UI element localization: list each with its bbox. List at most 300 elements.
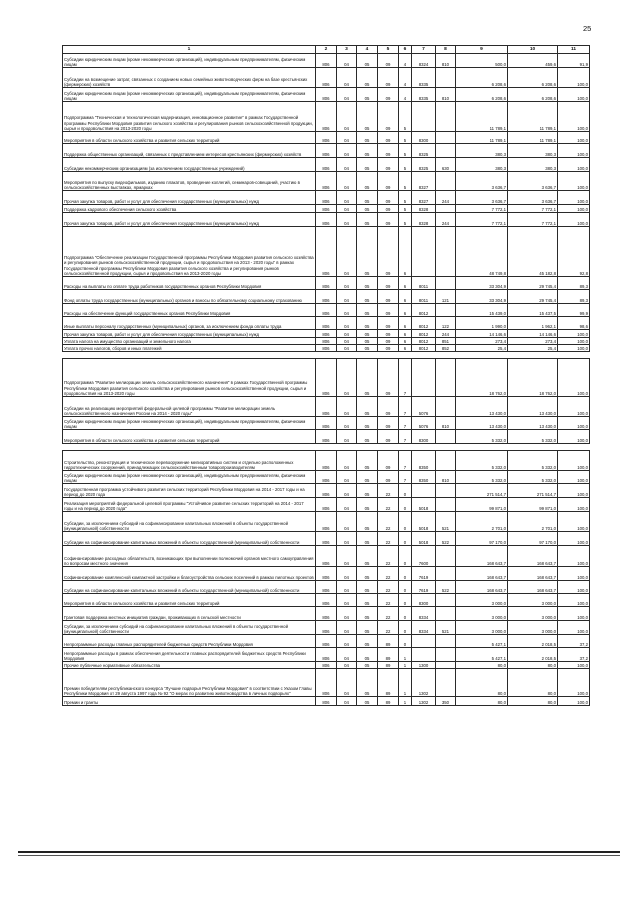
table-row (63, 581, 590, 594)
code-cell: 05 (357, 498, 378, 512)
code-cell: 8328 (412, 205, 436, 213)
code-cell: 350 (436, 697, 456, 706)
code-cell: 04 (337, 397, 357, 417)
amount-cell: 380,3 (508, 144, 558, 158)
code-cell: 05 (357, 512, 378, 532)
code-cell: 522 (436, 532, 456, 546)
code-cell: 09 (378, 132, 399, 144)
table-row (63, 662, 590, 669)
row-name-cell: Мероприятия в области сельского хозяйства и развития сельских территорий (63, 132, 316, 144)
code-cell: 05 (357, 317, 378, 330)
code-cell: 22 (378, 567, 399, 581)
row-name-cell: Расходы на выплаты по оплате труда работников государственных органов Республики Мордовия (63, 277, 316, 290)
header-cell: 6 (399, 46, 412, 54)
code-cell: 6 (399, 290, 412, 304)
amount-cell: 100,0 (558, 607, 590, 621)
amount-cell: 37,2 (558, 635, 590, 648)
code-cell: 521 (436, 512, 456, 532)
header-cell: 10 (508, 46, 558, 54)
table-row (63, 132, 590, 144)
amount-cell: 11 789,1 (456, 102, 508, 132)
header-cell: 11 (558, 46, 590, 54)
code-cell: 05 (357, 594, 378, 607)
header-row (63, 46, 590, 54)
amount-cell: 13 430,0 (508, 397, 558, 417)
code-cell: 0 (399, 512, 412, 532)
table-row (63, 158, 590, 172)
code-cell (436, 68, 456, 88)
code-cell: 04 (337, 471, 357, 484)
code-cell: 244 (436, 213, 456, 227)
amount-cell: 3 636,7 (508, 191, 558, 205)
code-cell: 09 (378, 68, 399, 88)
table-row (63, 512, 590, 532)
amount-cell: 5 332,0 (456, 430, 508, 444)
amount-cell: 100,0 (558, 697, 590, 706)
code-cell: 8012 (412, 304, 436, 317)
code-cell: 05 (357, 430, 378, 444)
amount-cell: 14 146,6 (508, 330, 558, 338)
amount-cell: 80,0 (456, 669, 508, 697)
code-cell: 05 (357, 191, 378, 205)
table-row (63, 648, 590, 662)
code-cell: 89 (378, 697, 399, 706)
code-cell (436, 205, 456, 213)
amount-cell: 13 430,0 (456, 397, 508, 417)
row-name-cell: Непрограммные расходы в рамках обеспечения деятельности главных распорядителей бюджетных средств Республики Мордовия (63, 648, 316, 662)
header-cell: 8 (436, 46, 456, 54)
code-cell: 6 (399, 345, 412, 352)
code-cell: 09 (378, 471, 399, 484)
code-cell: 04 (337, 88, 357, 102)
row-name-cell: Субсидии на реализацию мероприятий федеральной целевой программы "Развитие мелиорации земель сельскохозяйственного назначения России на 2014 - 2020 годы" (63, 397, 316, 417)
code-cell: 806 (316, 532, 337, 546)
amount-cell: 48 749,8 (456, 227, 508, 277)
amount-cell: 3 000,0 (456, 621, 508, 635)
code-cell: 04 (337, 205, 357, 213)
row-name-cell: Субсидии, за исключением субсидий на софинансирование капитальных вложений в объекты государственной (муниципальной) собственности (63, 512, 316, 532)
table-body (63, 54, 590, 706)
table-spacer-row (63, 444, 590, 451)
code-cell: 04 (337, 498, 357, 512)
code-cell: 04 (337, 304, 357, 317)
code-cell: 09 (378, 205, 399, 213)
amount-cell: 80,0 (508, 697, 558, 706)
amount-cell: 100,0 (558, 345, 590, 352)
code-cell (412, 635, 436, 648)
row-name-cell: Поддержка кадрового обеспечения сельского хозяйства (63, 205, 316, 213)
code-cell: 09 (378, 213, 399, 227)
code-cell: 806 (316, 662, 337, 669)
amount-cell: 1 962,1 (508, 317, 558, 330)
table-row (63, 227, 590, 277)
code-cell: 806 (316, 471, 337, 484)
row-name-cell: Иные выплаты персоналу государственных (муниципальных) органов, за исключением фонда оплаты труда (63, 317, 316, 330)
code-cell (436, 498, 456, 512)
code-cell: 05 (357, 621, 378, 635)
amount-cell: 100,0 (558, 359, 590, 397)
code-cell: 04 (337, 191, 357, 205)
code-cell: 244 (436, 330, 456, 338)
code-cell: 89 (378, 669, 399, 697)
amount-cell: 18 762,0 (508, 359, 558, 397)
code-cell: 22 (378, 594, 399, 607)
code-cell: 806 (316, 191, 337, 205)
code-cell: 0 (399, 498, 412, 512)
amount-cell: 6 208,6 (508, 68, 558, 88)
amount-cell: 25,4 (508, 345, 558, 352)
code-cell: 04 (337, 338, 357, 345)
amount-cell: 18 762,0 (456, 359, 508, 397)
code-cell: 0 (399, 546, 412, 567)
code-cell: 806 (316, 567, 337, 581)
code-cell: 09 (378, 172, 399, 191)
amount-cell: 13 430,0 (508, 417, 558, 430)
code-cell: 05 (357, 471, 378, 484)
code-cell: 4 (399, 54, 412, 68)
code-cell: 1300 (412, 662, 436, 669)
amount-cell: 168 643,7 (456, 546, 508, 567)
code-cell (436, 102, 456, 132)
amount-cell: 3 000,0 (456, 594, 508, 607)
amount-cell: 100,0 (558, 205, 590, 213)
code-cell: 522 (436, 581, 456, 594)
code-cell: 8300 (412, 132, 436, 144)
row-name-cell: Расходы на обеспечение функций государственных органов Республики Мордовия (63, 304, 316, 317)
code-cell (436, 546, 456, 567)
code-cell: 04 (337, 330, 357, 338)
amount-cell: 100,0 (558, 621, 590, 635)
code-cell (436, 277, 456, 290)
code-cell: 806 (316, 635, 337, 648)
amount-cell: 3 000,0 (508, 621, 558, 635)
code-cell: 852 (436, 345, 456, 352)
code-cell: 05 (357, 172, 378, 191)
code-cell: 05 (357, 417, 378, 430)
code-cell: 09 (378, 338, 399, 345)
code-cell (436, 567, 456, 581)
code-cell: 22 (378, 546, 399, 567)
amount-cell: 14 146,6 (456, 330, 508, 338)
amount-cell: 92,8 (558, 227, 590, 277)
amount-cell: 2 018,5 (508, 648, 558, 662)
code-cell: 806 (316, 484, 337, 498)
code-cell: 05 (357, 451, 378, 471)
code-cell (412, 484, 436, 498)
code-cell: 8300 (412, 430, 436, 444)
amount-cell: 380,3 (508, 158, 558, 172)
row-name-cell: Государственная программа устойчивого развития сельских территорий Республики Мордовия на 2014 - 2017 годы и на период до 2020 года (63, 484, 316, 498)
code-cell: 8328 (412, 213, 436, 227)
code-cell: 7 (399, 397, 412, 417)
budget-table-container (62, 45, 589, 706)
code-cell: 806 (316, 132, 337, 144)
code-cell (436, 648, 456, 662)
code-cell: 05 (357, 213, 378, 227)
code-cell: 22 (378, 621, 399, 635)
code-cell: 04 (337, 697, 357, 706)
code-cell: 5 (399, 213, 412, 227)
code-cell: 22 (378, 498, 399, 512)
amount-cell: 3 636,7 (508, 172, 558, 191)
table-row (63, 451, 590, 471)
amount-cell: 29 745,4 (508, 290, 558, 304)
amount-cell: 99 871,0 (456, 498, 508, 512)
table-row (63, 317, 590, 330)
code-cell: 09 (378, 345, 399, 352)
code-cell (412, 359, 436, 397)
row-name-cell: Строительство, реконструкция и техническое перевооружение мелиоративных систем и отдельно расположенных гидротехнических сооружений, принадлежащих сельскохозяйственным товаропроизводителям (63, 451, 316, 471)
amount-cell: 80,0 (508, 669, 558, 697)
amount-cell: 80,0 (456, 697, 508, 706)
code-cell (436, 359, 456, 397)
row-name-cell: Прочие публичные нормативные обязательства (63, 662, 316, 669)
amount-cell: 100,0 (558, 430, 590, 444)
code-cell: 05 (357, 88, 378, 102)
code-cell: 5 (399, 172, 412, 191)
code-cell: 7 (399, 359, 412, 397)
code-cell: 22 (378, 532, 399, 546)
code-cell: 04 (337, 430, 357, 444)
table-row (63, 102, 590, 132)
table-row (63, 277, 590, 290)
amount-cell: 100,0 (558, 532, 590, 546)
code-cell: 630 (436, 158, 456, 172)
amount-cell: 3 636,7 (456, 172, 508, 191)
code-cell: 1 (399, 648, 412, 662)
code-cell: 05 (357, 304, 378, 317)
code-cell: 04 (337, 54, 357, 68)
code-cell: 4 (399, 68, 412, 88)
code-cell (436, 144, 456, 158)
code-cell: 05 (357, 567, 378, 581)
code-cell (436, 607, 456, 621)
code-cell: 121 (436, 290, 456, 304)
code-cell: 22 (378, 484, 399, 498)
amount-cell: 80,0 (456, 662, 508, 669)
code-cell: 0 (399, 621, 412, 635)
code-cell: 09 (378, 54, 399, 68)
code-cell: 6 (399, 317, 412, 330)
table-row (63, 338, 590, 345)
code-cell: 8300 (412, 594, 436, 607)
code-cell: 810 (436, 471, 456, 484)
amount-cell: 11 789,1 (508, 102, 558, 132)
code-cell: 806 (316, 290, 337, 304)
table-row (63, 397, 590, 417)
code-cell: 05 (357, 330, 378, 338)
amount-cell: 100,0 (558, 102, 590, 132)
code-cell: 04 (337, 635, 357, 648)
code-cell: 806 (316, 621, 337, 635)
code-cell: 6 (399, 277, 412, 290)
header-cell: 4 (357, 46, 378, 54)
row-name-cell: Подпрограмма "Техническая и технологическая модернизация, инновационное развитие" в рамках Государственной программы Республики Мордовия развития сельского хозяйства и регулирования рынков сельскохозяйственной продукции, сырья и продовольствия на 2013-2020 годы (63, 102, 316, 132)
code-cell: 7619 (412, 567, 436, 581)
code-cell: 04 (337, 227, 357, 277)
code-cell: 05 (357, 484, 378, 498)
amount-cell: 380,3 (456, 144, 508, 158)
code-cell: 04 (337, 648, 357, 662)
code-cell (436, 451, 456, 471)
code-cell: 806 (316, 512, 337, 532)
row-name-cell: Субсидии юридическим лицам (кроме некоммерческих организаций), индивидуальным предпринимателям, физическим лицам (63, 88, 316, 102)
header-cell: 5 (378, 46, 399, 54)
code-cell: 6 (399, 227, 412, 277)
code-cell: 05 (357, 132, 378, 144)
amount-cell: 273,4 (456, 338, 508, 345)
code-cell: 521 (436, 621, 456, 635)
code-cell (436, 304, 456, 317)
code-cell: 05 (357, 697, 378, 706)
amount-cell: 100,0 (558, 338, 590, 345)
code-cell: 04 (337, 132, 357, 144)
code-cell: 05 (357, 338, 378, 345)
amount-cell: 100,0 (558, 144, 590, 158)
code-cell: 8327 (412, 172, 436, 191)
code-cell: 09 (378, 417, 399, 430)
row-name-cell: Субсидии некоммерческим организациям (за исключением государственных учреждений) (63, 158, 316, 172)
code-cell: 04 (337, 213, 357, 227)
code-cell: 5 (399, 205, 412, 213)
amount-cell: 99 871,0 (508, 498, 558, 512)
code-cell: 810 (436, 417, 456, 430)
code-cell: 05 (357, 635, 378, 648)
amount-cell: 2 701,0 (508, 512, 558, 532)
code-cell: 0 (399, 594, 412, 607)
table-row (63, 697, 590, 706)
code-cell: 7 (399, 417, 412, 430)
amount-cell: 98,6 (558, 317, 590, 330)
amount-cell: 7 772,1 (456, 213, 508, 227)
table-row (63, 88, 590, 102)
code-cell: 806 (316, 451, 337, 471)
header-cell: 2 (316, 46, 337, 54)
row-name-cell: Реализация мероприятий федеральной целевой программы "Устойчивое развитие сельских территорий на 2014 - 2017 годы и на период до 2020 года" (63, 498, 316, 512)
amount-cell: 7 772,1 (508, 213, 558, 227)
table-row (63, 304, 590, 317)
code-cell: 8327 (412, 191, 436, 205)
code-cell: 05 (357, 290, 378, 304)
code-cell: 09 (378, 330, 399, 338)
table-row (63, 417, 590, 430)
code-cell: 806 (316, 158, 337, 172)
code-cell (436, 669, 456, 697)
code-cell: 04 (337, 102, 357, 132)
code-cell: 1302 (412, 669, 436, 697)
code-cell: 806 (316, 102, 337, 132)
table-row (63, 345, 590, 352)
code-cell: 806 (316, 172, 337, 191)
code-cell: 7 (399, 471, 412, 484)
row-name-cell: Прочая закупка товаров, работ и услуг для обеспечения государственных (муниципальных) нужд (63, 191, 316, 205)
code-cell: 09 (378, 158, 399, 172)
row-name-cell: Прочая закупка товаров, работ и услуг для обеспечения государственных (муниципальных) нужд (63, 213, 316, 227)
code-cell: 810 (436, 54, 456, 68)
amount-cell: 25,4 (456, 345, 508, 352)
code-cell: 09 (378, 191, 399, 205)
row-name-cell: Мероприятия по выпуску видеофильмов, изданию плакатов, проведение коллегий, семинаров-совещаний, участию в сельскохозяйственных выставках, ярмарках (63, 172, 316, 191)
table-row (63, 172, 590, 191)
header-cell: 9 (456, 46, 508, 54)
code-cell: 04 (337, 68, 357, 88)
code-cell (412, 648, 436, 662)
code-cell: 806 (316, 317, 337, 330)
amount-cell: 89,3 (558, 290, 590, 304)
amount-cell: 100,0 (558, 417, 590, 430)
code-cell (436, 484, 456, 498)
code-cell: 7 (399, 430, 412, 444)
code-cell: 806 (316, 697, 337, 706)
amount-cell: 6 208,6 (456, 88, 508, 102)
code-cell: 04 (337, 669, 357, 697)
code-cell: 04 (337, 417, 357, 430)
row-name-cell: Непрограммные расходы главных распорядителей бюджетных средств Республики Мордовия (63, 635, 316, 648)
row-name-cell: Мероприятия в области сельского хозяйства и развития сельских территорий (63, 430, 316, 444)
amount-cell: 3 636,7 (456, 191, 508, 205)
code-cell: 09 (378, 317, 399, 330)
code-cell: 05 (357, 277, 378, 290)
amount-cell: 168 643,7 (456, 581, 508, 594)
table-row (63, 669, 590, 697)
row-name-cell: Субсидии на возмещение затрат, связанных с созданием новых семейных животноводческих ферм на базе крестьянских (фермерских) хозяйств (63, 68, 316, 88)
amount-cell: 7 772,1 (456, 205, 508, 213)
code-cell (412, 227, 436, 277)
code-cell: 1 (399, 669, 412, 697)
code-cell (436, 594, 456, 607)
row-name-cell: Уплата прочих налогов, сборов и иных платежей (63, 345, 316, 352)
code-cell (436, 635, 456, 648)
table-row (63, 54, 590, 68)
code-cell: 05 (357, 227, 378, 277)
code-cell: 122 (436, 317, 456, 330)
code-cell: 806 (316, 397, 337, 417)
code-cell: 8011 (412, 290, 436, 304)
table-row (63, 213, 590, 227)
header-cell: 7 (412, 46, 436, 54)
code-cell: 04 (337, 290, 357, 304)
amount-cell: 89,3 (558, 277, 590, 290)
code-cell: 5 (399, 158, 412, 172)
code-cell: 04 (337, 144, 357, 158)
table-row (63, 532, 590, 546)
code-cell: 04 (337, 451, 357, 471)
code-cell: 05 (357, 359, 378, 397)
code-cell: 8012 (412, 345, 436, 352)
row-name-cell: Подпрограмма "Обеспечение реализации Государственной программы Республики Мордовия развития сельского хозяйства и регулирования рынков сельскохозяйственной продукции, сырья и продовольствия на 2013 - 2020 годы" в рамках Государственной программы Республики Мордовия развития сельского хозяйства и регулирования рынков сельскохозяйственной продукции, сырья и продовольствия на 2013-2020 годы (63, 227, 316, 277)
code-cell: 5018 (412, 532, 436, 546)
code-cell: 7619 (412, 581, 436, 594)
row-name-cell: Субсидии на софинансирование капитальных вложений в объекты государственной (муниципальной) собственности (63, 532, 316, 546)
code-cell: 09 (378, 359, 399, 397)
amount-cell: 100,0 (558, 567, 590, 581)
code-cell: 5018 (412, 512, 436, 532)
code-cell: 806 (316, 144, 337, 158)
row-name-cell: Субсидии на софинансирование капитальных вложений в объекты государственной (муниципальной) собственности (63, 581, 316, 594)
code-cell: 04 (337, 532, 357, 546)
table-row (63, 330, 590, 338)
code-cell: 09 (378, 277, 399, 290)
code-cell: 05 (357, 102, 378, 132)
amount-cell: 168 643,7 (508, 581, 558, 594)
code-cell: 22 (378, 581, 399, 594)
header-cell: 1 (63, 46, 316, 54)
code-cell: 6 (399, 304, 412, 317)
code-cell: 09 (378, 290, 399, 304)
amount-cell: 168 643,7 (508, 546, 558, 567)
code-cell: 09 (378, 102, 399, 132)
code-cell: 8012 (412, 330, 436, 338)
